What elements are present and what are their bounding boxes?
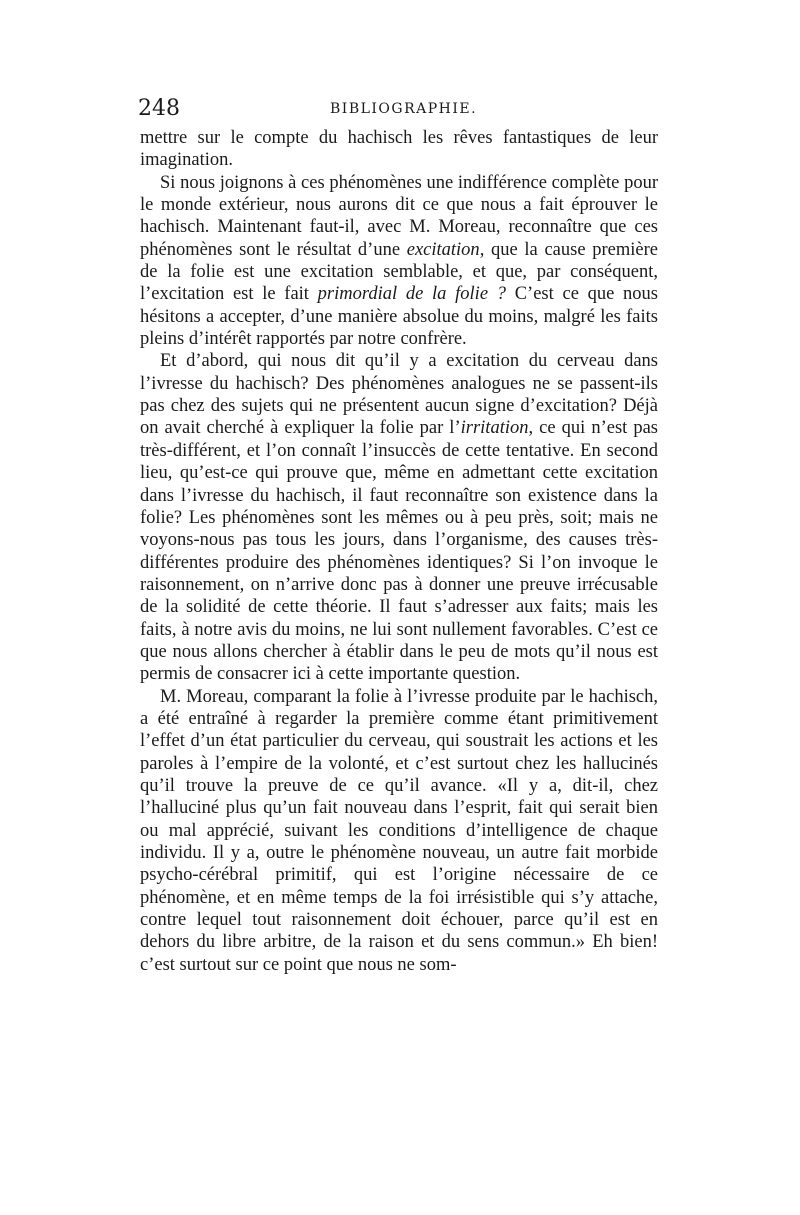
text-segment: C’est ce que nous hésitons a accepter, d’une manière absolue du moins, malgré les faits pleins d’intérêt rapportés par notre confrère. xyxy=(140,284,658,350)
page-number: 248 xyxy=(138,96,180,121)
text-segment: mettre sur le compte du hachisch les rêves fantastiques de leur imagination. xyxy=(140,128,658,171)
section-title: BIBLIOGRAPHIE. xyxy=(330,101,478,117)
text-segment: , que la cause première de la folie est une excitation semblable, et que, par conséquent, l’excitation est le fait xyxy=(140,239,658,305)
body-text xyxy=(140,127,658,976)
text-segment: , ce qui n’est pas très-différent, et l’on connaît l’insuccès de cette tentative. En second lieu, qu’est-ce qui prouve que, même en admettant cette excitation dans l’ivresse du hachisch, il faut reconnaître son existence dans la folie? Les phénomènes sont les mêmes ou à peu près, soit; mais ne voyons-nous pas tous les jours, dans l’organisme, des causes très-différentes produire des phénomènes identiques? Si l’on invoque le raisonnement, on n’arrive donc pas à donner une preuve irrécusable de la solidité de cette théorie. Il faut s’adresser aux faits; mais les faits, à notre avis du moins, ne lui sont nullement favorables. C’est ce que nous allons chercher à établir dans le peu de mots qu’il nous est permis de consacrer ici à cette importante question. xyxy=(140,418,658,685)
italic-text: irritation xyxy=(460,418,529,439)
paragraph xyxy=(140,350,658,685)
paragraph xyxy=(140,127,658,172)
italic-text: excitation xyxy=(406,239,480,260)
paragraph xyxy=(140,172,658,351)
text-segment: Si nous joignons à ces phénomènes une indifférence complète pour le monde extérieur, nous aurons dit ce que nous a fait éprouver le hachisch. Maintenant faut-il, avec M. Moreau, reconnaître que ces phénomènes sont le résultat d’une xyxy=(140,172,658,260)
italic-text: primordial de la folie ? xyxy=(317,284,506,305)
text-segment: M. Moreau, comparant la folie à l’ivresse produite par le hachisch, a été entraîné à regarder la première comme étant primitivement l’effet d’un état particulier du cerveau, qui soustrait les actions et les paroles à l’empire de la volonté, et c’est surtout chez les hallucinés qu’il trouve la preuve de ce qu’il avance. «Il y a, dit-il, chez l’halluciné plus qu’un fait nouveau dans l’esprit, fait qui serait bien ou mal apprécié, suivant les conditions d’intelligence de chaque individu. Il y a, outre le phénomène nouveau, un autre fait morbide psycho-cérébral primitif, qui est l’origine nécessaire de ce phénomène, et en même temps de la foi irrésistible qui s’y attache, contre lequel tout raisonnement doit échouer, parce qu’il est en dehors du libre arbitre, de la raison et du sens commun.» Eh bien! c’est surtout sur ce point que nous ne som- xyxy=(140,686,658,975)
text-segment: Et d’abord, qui nous dit qu’il y a excitation du cerveau dans l’ivresse du hachisch? Des phénomènes analogues ne se passent-ils pas chez des sujets qui ne présentent aucun signe d’excitation? Déjà on avait cherché à expliquer la folie par l’ xyxy=(140,351,658,439)
running-head xyxy=(138,96,663,126)
paragraph xyxy=(140,686,658,976)
